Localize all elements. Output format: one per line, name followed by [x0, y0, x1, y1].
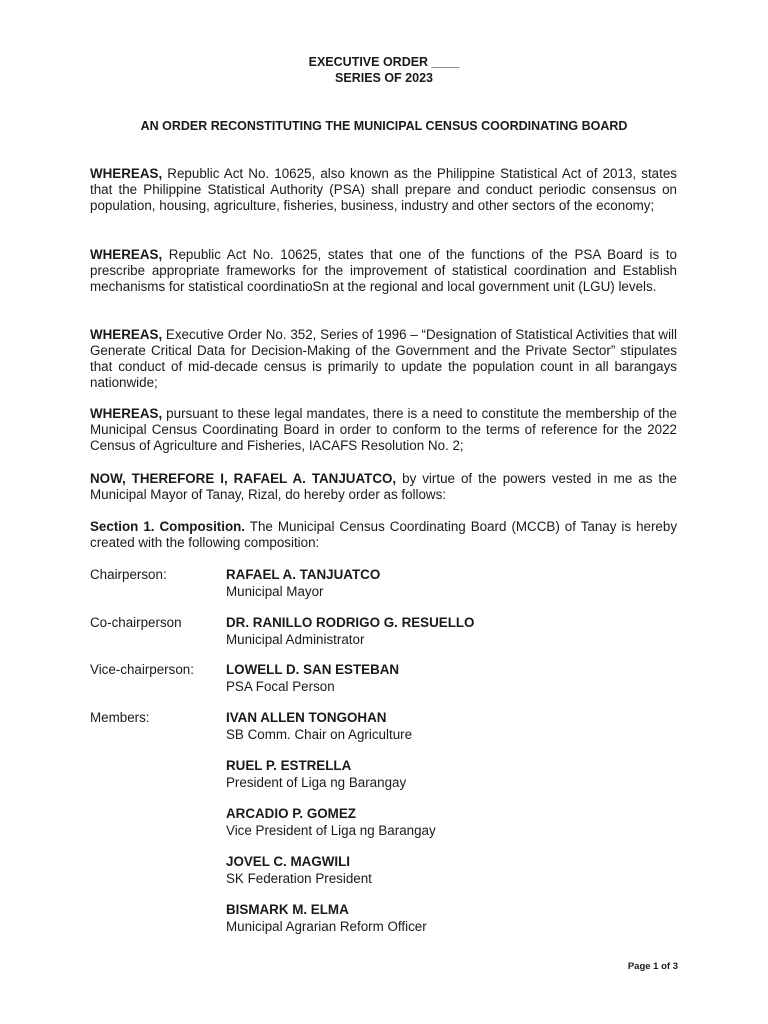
section-1-paragraph	[90, 519, 677, 551]
role-label: Members:	[90, 710, 150, 725]
paragraph-lead: WHEREAS,	[90, 406, 163, 421]
paragraph-lead: WHEREAS,	[90, 247, 163, 262]
member-name: LOWELL D. SAN ESTEBAN	[226, 662, 400, 677]
member-name: RUEL P. ESTRELLA	[226, 758, 352, 773]
member-name: IVAN ALLEN TONGOHAN	[226, 710, 387, 725]
member-position: PSA Focal Person	[226, 678, 335, 694]
whereas-paragraph-3	[90, 327, 677, 391]
paragraph-text: Republic Act No. 10625, states that one of the functions of the PSA Board is to prescribe appropriate frameworks for the improvement of statistical coordination and Establish mechanisms for statistical coordinatioSn at the regional and local government unit (LGU) levels.	[90, 247, 677, 294]
member-name: DR. RANILLO RODRIGO G. RESUELLO	[226, 615, 475, 630]
member-position: SK Federation President	[226, 870, 372, 886]
member-position: SB Comm. Chair on Agriculture	[226, 726, 413, 742]
member-position: Municipal Agrarian Reform Officer	[226, 918, 427, 934]
member-position: Municipal Administrator	[226, 631, 365, 647]
series-label: SERIES OF 2023	[335, 71, 433, 85]
whereas-paragraph-1	[90, 166, 677, 214]
paragraph-lead: WHEREAS,	[90, 327, 163, 342]
member-name: BISMARK M. ELMA	[226, 902, 349, 917]
member-position: President of Liga ng Barangay	[226, 774, 407, 790]
paragraph-lead: NOW, THEREFORE I, RAFAEL A. TANJUATCO,	[90, 471, 397, 486]
whereas-paragraph-4	[90, 406, 677, 454]
role-label: Co-chairperson	[90, 615, 182, 630]
now-therefore-paragraph	[90, 471, 677, 503]
paragraph-text: Executive Order No. 352, Series of 1996 – “Designation of Statistical Activities that will Generate Critical Data for Decision-Making of the Government and the Private Sector” stipulates that conduct of mid-decade census is primarily to update the population count in all barangays nationwide;	[90, 327, 677, 390]
page-number: Page 1 of 3	[627, 961, 678, 972]
member-name: RAFAEL A. TANJUATCO	[226, 567, 381, 582]
member-name: JOVEL C. MAGWILI	[226, 854, 350, 869]
paragraph-text: Republic Act No. 10625, also known as the Philippine Statistical Act of 2013, states that the Philippine Statistical Authority (PSA) shall prepare and conduct periodic consensus on population, housing, agriculture, fisheries, business, industry and other sectors of the economy;	[90, 166, 677, 213]
role-label: Vice-chairperson:	[90, 662, 194, 677]
member-position: Municipal Mayor	[226, 583, 324, 599]
order-subject: AN ORDER RECONSTITUTING THE MUNICIPAL CENSUS COORDINATING BOARD	[140, 119, 628, 133]
whereas-paragraph-2	[90, 247, 677, 295]
executive-order-title: EXECUTIVE ORDER ____	[308, 55, 460, 69]
member-position: Vice President of Liga ng Barangay	[226, 822, 436, 838]
paragraph-text: pursuant to these legal mandates, there is a need to constitute the membership of the Municipal Census Coordinating Board in order to conform to the terms of reference for the 2022 Census of Agriculture and Fisheries, IACAFS Resolution No. 2;	[90, 406, 677, 453]
role-label: Chairperson:	[90, 567, 167, 582]
paragraph-text: The Municipal Census Coordinating Board (MCCB) of Tanay is hereby created with the following composition:	[90, 519, 678, 550]
paragraph-lead: Section 1. Composition.	[90, 519, 246, 534]
document-header	[0, 54, 768, 86]
paragraph-lead: WHEREAS,	[90, 166, 163, 181]
member-name: ARCADIO P. GOMEZ	[226, 806, 356, 821]
paragraph-text: by virtue of the powers vested in me as the Municipal Mayor of Tanay, Rizal, do hereby order as follows:	[90, 471, 677, 502]
